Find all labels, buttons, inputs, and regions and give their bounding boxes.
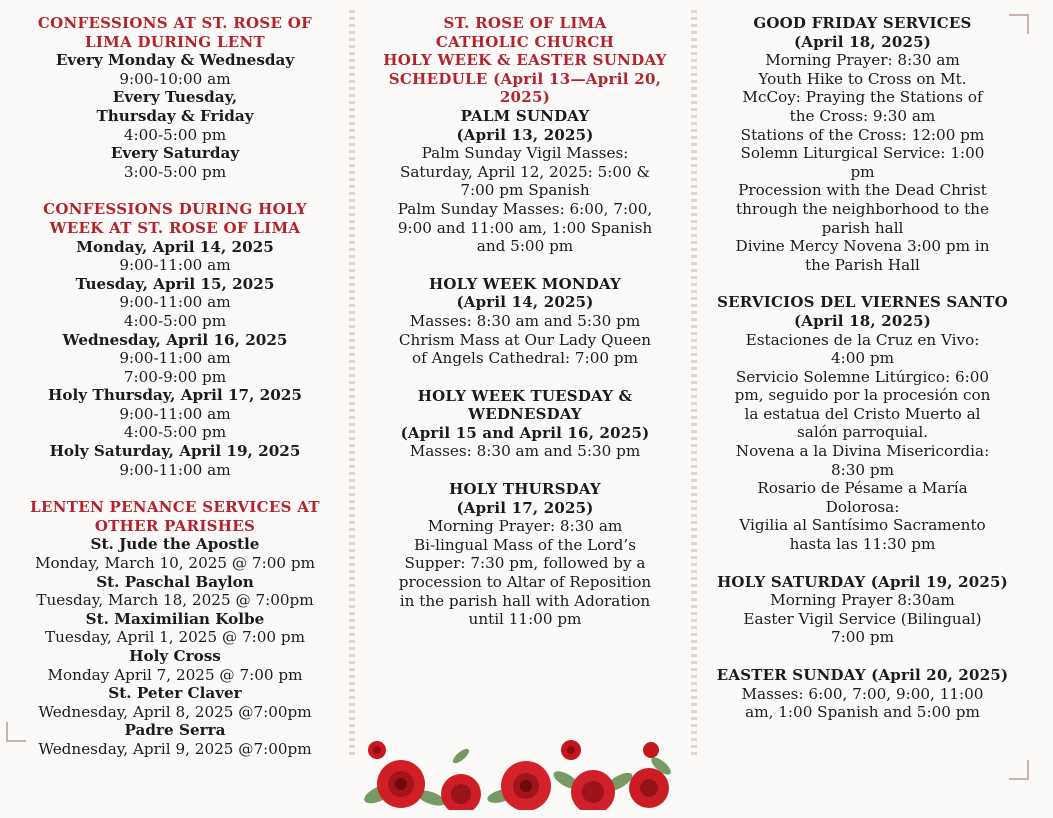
text-line: Bi-lingual Mass of the Lord’s — [413, 535, 637, 554]
text-line: PALM SUNDAY — [460, 106, 590, 125]
section-body — [10, 238, 340, 480]
text-line: Rosario de Pésame a María — [757, 479, 968, 498]
text-line: Youth Hike to Cross on Mt. — [758, 69, 967, 88]
entry-time: Monday, March 10, 2025 @ 7:00 pm — [35, 554, 315, 573]
text-line: and 5:00 pm — [476, 237, 574, 256]
text-line: Palm Sunday Vigil Masses: — [421, 144, 629, 163]
text-line: 9:00 and 11:00 am, 1:00 Spanish — [397, 218, 653, 237]
column-holy-week — [360, 14, 690, 648]
section-heading — [10, 498, 340, 535]
text-line: the Cross: 9:30 am — [789, 106, 936, 125]
section-heading — [360, 107, 690, 144]
section-heading — [360, 275, 690, 312]
roses-icon — [361, 736, 674, 810]
section-good-friday — [700, 14, 1025, 274]
text-line: Procession with the Dead Christ — [738, 181, 987, 200]
section-heading — [700, 14, 1025, 51]
text-line: (April 18, 2025) — [793, 32, 932, 51]
entry-time: Tuesday, March 18, 2025 @ 7:00pm — [36, 591, 314, 610]
section-body — [10, 535, 340, 758]
entry-title: Wednesday, April 16, 2025 — [62, 330, 288, 349]
entry-time: Monday April 7, 2025 @ 7:00 pm — [47, 665, 303, 684]
entry-time: 9:00-11:00 am — [119, 256, 231, 275]
text-line: Estaciones de la Cruz en Vivo: — [745, 330, 980, 349]
text-line: HOLY WEEK & EASTER SUNDAY — [383, 51, 667, 70]
text-line: Morning Prayer: 8:30 am — [765, 51, 960, 70]
entry-title: Tuesday, April 15, 2025 — [75, 274, 275, 293]
text-line: WEEK AT ST. ROSE OF LIMA — [49, 218, 301, 237]
text-line: (April 14, 2025) — [456, 293, 594, 312]
section-heading — [360, 480, 690, 517]
section-body — [360, 442, 690, 461]
entry-title: Every Monday & Wednesday — [55, 51, 295, 70]
section-body — [700, 331, 1025, 554]
text-line: until 11:00 pm — [468, 610, 582, 629]
text-line: salón parroquial. — [797, 423, 928, 442]
text-line: Morning Prayer: 8:30 am — [427, 517, 623, 536]
text-line: SERVICIOS DEL VIERNES SANTO — [717, 293, 1008, 312]
text-line: Supper: 7:30 pm, followed by a — [404, 554, 646, 573]
text-line: HOLY WEEK TUESDAY & — [417, 386, 633, 405]
text-line: CONFESSIONS DURING HOLY — [43, 200, 307, 219]
text-line: am, 1:00 Spanish and 5:00 pm — [745, 703, 980, 722]
section-penance-services — [10, 498, 340, 758]
text-line: Palm Sunday Masses: 6:00, 7:00, — [397, 199, 653, 218]
text-line: WEDNESDAY — [468, 405, 582, 424]
column-divider — [349, 10, 355, 756]
section-body — [360, 312, 690, 368]
section-body — [700, 591, 1025, 647]
text-line: CONFESSIONS AT ST. ROSE OF — [37, 14, 313, 32]
text-line: GOOD FRIDAY SERVICES — [753, 14, 972, 32]
text-line: Chrism Mass at Our Lady Queen — [398, 330, 652, 349]
section-body — [360, 517, 690, 629]
section-holy-tue-wed — [360, 387, 690, 461]
corner-ornament — [1009, 760, 1029, 780]
entry-time: Tuesday, April 1, 2025 @ 7:00 pm — [44, 628, 306, 647]
section-palm-sunday — [360, 107, 690, 256]
text-line: HOLY SATURDAY (April 19, 2025) — [717, 572, 1008, 591]
text-line: (April 13, 2025) — [456, 125, 594, 144]
entry-time: Wednesday, April 8, 2025 @7:00pm — [38, 702, 312, 721]
section-heading — [700, 573, 1025, 592]
text-line: EASTER SUNDAY (April 20, 2025) — [716, 666, 1009, 684]
text-line: 2025) — [499, 88, 551, 107]
entry-title: Holy Thursday, April 17, 2025 — [48, 386, 302, 405]
text-line: LIMA DURING LENT — [85, 32, 265, 51]
entry-time: 3:00-5:00 pm — [123, 162, 227, 181]
text-line: Saturday, April 12, 2025: 5:00 & — [399, 162, 651, 181]
entry-time: 4:00-5:00 pm — [123, 125, 227, 144]
section-holy-saturday — [700, 573, 1025, 647]
entry-time: 9:00-10:00 am — [119, 69, 231, 88]
text-line: 7:00 pm Spanish — [460, 181, 590, 200]
text-line: through the neighborhood to the — [736, 199, 989, 218]
schedule-title — [360, 14, 690, 107]
column-triduum — [700, 14, 1025, 741]
text-line: Masses: 6:00, 7:00, 9:00, 11:00 — [741, 684, 984, 703]
column-divider — [691, 10, 697, 756]
entry-title: Padre Serra — [124, 721, 226, 740]
section-viernes-santo — [700, 293, 1025, 553]
entry-title: Monday, April 14, 2025 — [76, 237, 274, 256]
text-line: pm — [850, 162, 875, 181]
section-body — [700, 685, 1025, 722]
entry-time: 9:00-11:00 am — [119, 460, 231, 479]
entry-title: Holy Cross — [129, 647, 221, 665]
text-line: (April 15 and April 16, 2025) — [400, 423, 650, 442]
text-line: Dolorosa: — [825, 497, 900, 516]
section-body — [700, 51, 1025, 274]
section-easter-sunday — [700, 666, 1025, 722]
text-line: Easter Vigil Service (Bilingual) — [743, 609, 982, 628]
entry-time: 9:00-11:00 am — [119, 349, 231, 368]
section-body — [360, 144, 690, 256]
text-line: Vigilia al Santísimo Sacramento — [739, 516, 986, 535]
section-heading — [10, 200, 340, 237]
text-line: (April 18, 2025) — [793, 311, 932, 330]
section-holy-monday — [360, 275, 690, 368]
entry-title: Holy Saturday, April 19, 2025 — [49, 442, 301, 461]
text-line: 8:30 pm — [830, 460, 895, 479]
section-heading — [360, 387, 690, 443]
section-confessions-lent — [10, 14, 340, 181]
entry-time: 7:00-9:00 pm — [123, 367, 227, 386]
text-line: hasta las 11:30 pm — [789, 535, 936, 554]
entry-title: St. Peter Claver — [108, 684, 242, 703]
text-line: HOLY THURSDAY — [449, 480, 601, 499]
entry-title: St. Paschal Baylon — [96, 572, 254, 591]
text-line: HOLY WEEK MONDAY — [429, 274, 621, 293]
text-line: Masses: 8:30 am and 5:30 pm — [409, 442, 641, 461]
text-line: CATHOLIC CHURCH — [435, 32, 615, 51]
entry-title: St. Jude the Apostle — [90, 535, 260, 554]
text-line: Stations of the Cross: 12:00 pm — [740, 125, 985, 144]
section-heading — [700, 293, 1025, 330]
text-line: (April 17, 2025) — [456, 498, 594, 517]
text-line: McCoy: Praying the Stations of — [742, 88, 983, 107]
entry-title: Thursday & Friday — [96, 106, 254, 125]
text-line: Divine Mercy Novena 3:00 pm in — [735, 237, 990, 256]
text-line: in the parish hall with Adoration — [399, 591, 651, 610]
entry-title: St. Maximilian Kolbe — [85, 609, 265, 628]
text-line: Novena a la Divina Misericordia: — [735, 442, 990, 461]
text-line: of Angels Cathedral: 7:00 pm — [412, 349, 638, 368]
entry-time: 4:00-5:00 pm — [123, 423, 227, 442]
entry-time: 9:00-11:00 am — [119, 293, 231, 312]
text-line: pm, seguido por la procesión con — [734, 386, 991, 405]
column-confessions — [10, 14, 340, 778]
section-heading — [10, 14, 340, 51]
text-line: Morning Prayer 8:30am — [770, 591, 955, 610]
text-line: SCHEDULE (April 13—April 20, — [388, 69, 662, 88]
section-body — [10, 51, 340, 181]
entry-title: Every Saturday — [110, 144, 240, 163]
text-line: Solemn Liturgical Service: 1:00 — [740, 144, 985, 163]
text-line: OTHER PARISHES — [94, 516, 256, 535]
text-line: 4:00 pm — [830, 349, 895, 368]
section-confessions-holy-week — [10, 200, 340, 479]
text-line: ST. ROSE OF LIMA — [443, 14, 607, 32]
text-line: Servicio Solemne Litúrgico: 6:00 — [735, 367, 990, 386]
text-line: procession to Altar of Reposition — [398, 573, 652, 592]
section-heading — [700, 666, 1025, 685]
text-line: LENTEN PENANCE SERVICES AT — [30, 498, 320, 517]
entry-time: Wednesday, April 9, 2025 @7:00pm — [38, 739, 312, 758]
text-line: Masses: 8:30 am and 5:30 pm — [409, 311, 641, 330]
entry-title: Every Tuesday, — [112, 88, 238, 107]
text-line: la estatua del Cristo Muerto al — [744, 404, 981, 423]
entry-time: 9:00-11:00 am — [119, 404, 231, 423]
section-holy-thursday — [360, 480, 690, 629]
entry-time: 4:00-5:00 pm — [123, 311, 227, 330]
text-line: parish hall — [821, 218, 904, 237]
text-line: 7:00 pm — [830, 628, 895, 647]
text-line: the Parish Hall — [805, 255, 920, 274]
